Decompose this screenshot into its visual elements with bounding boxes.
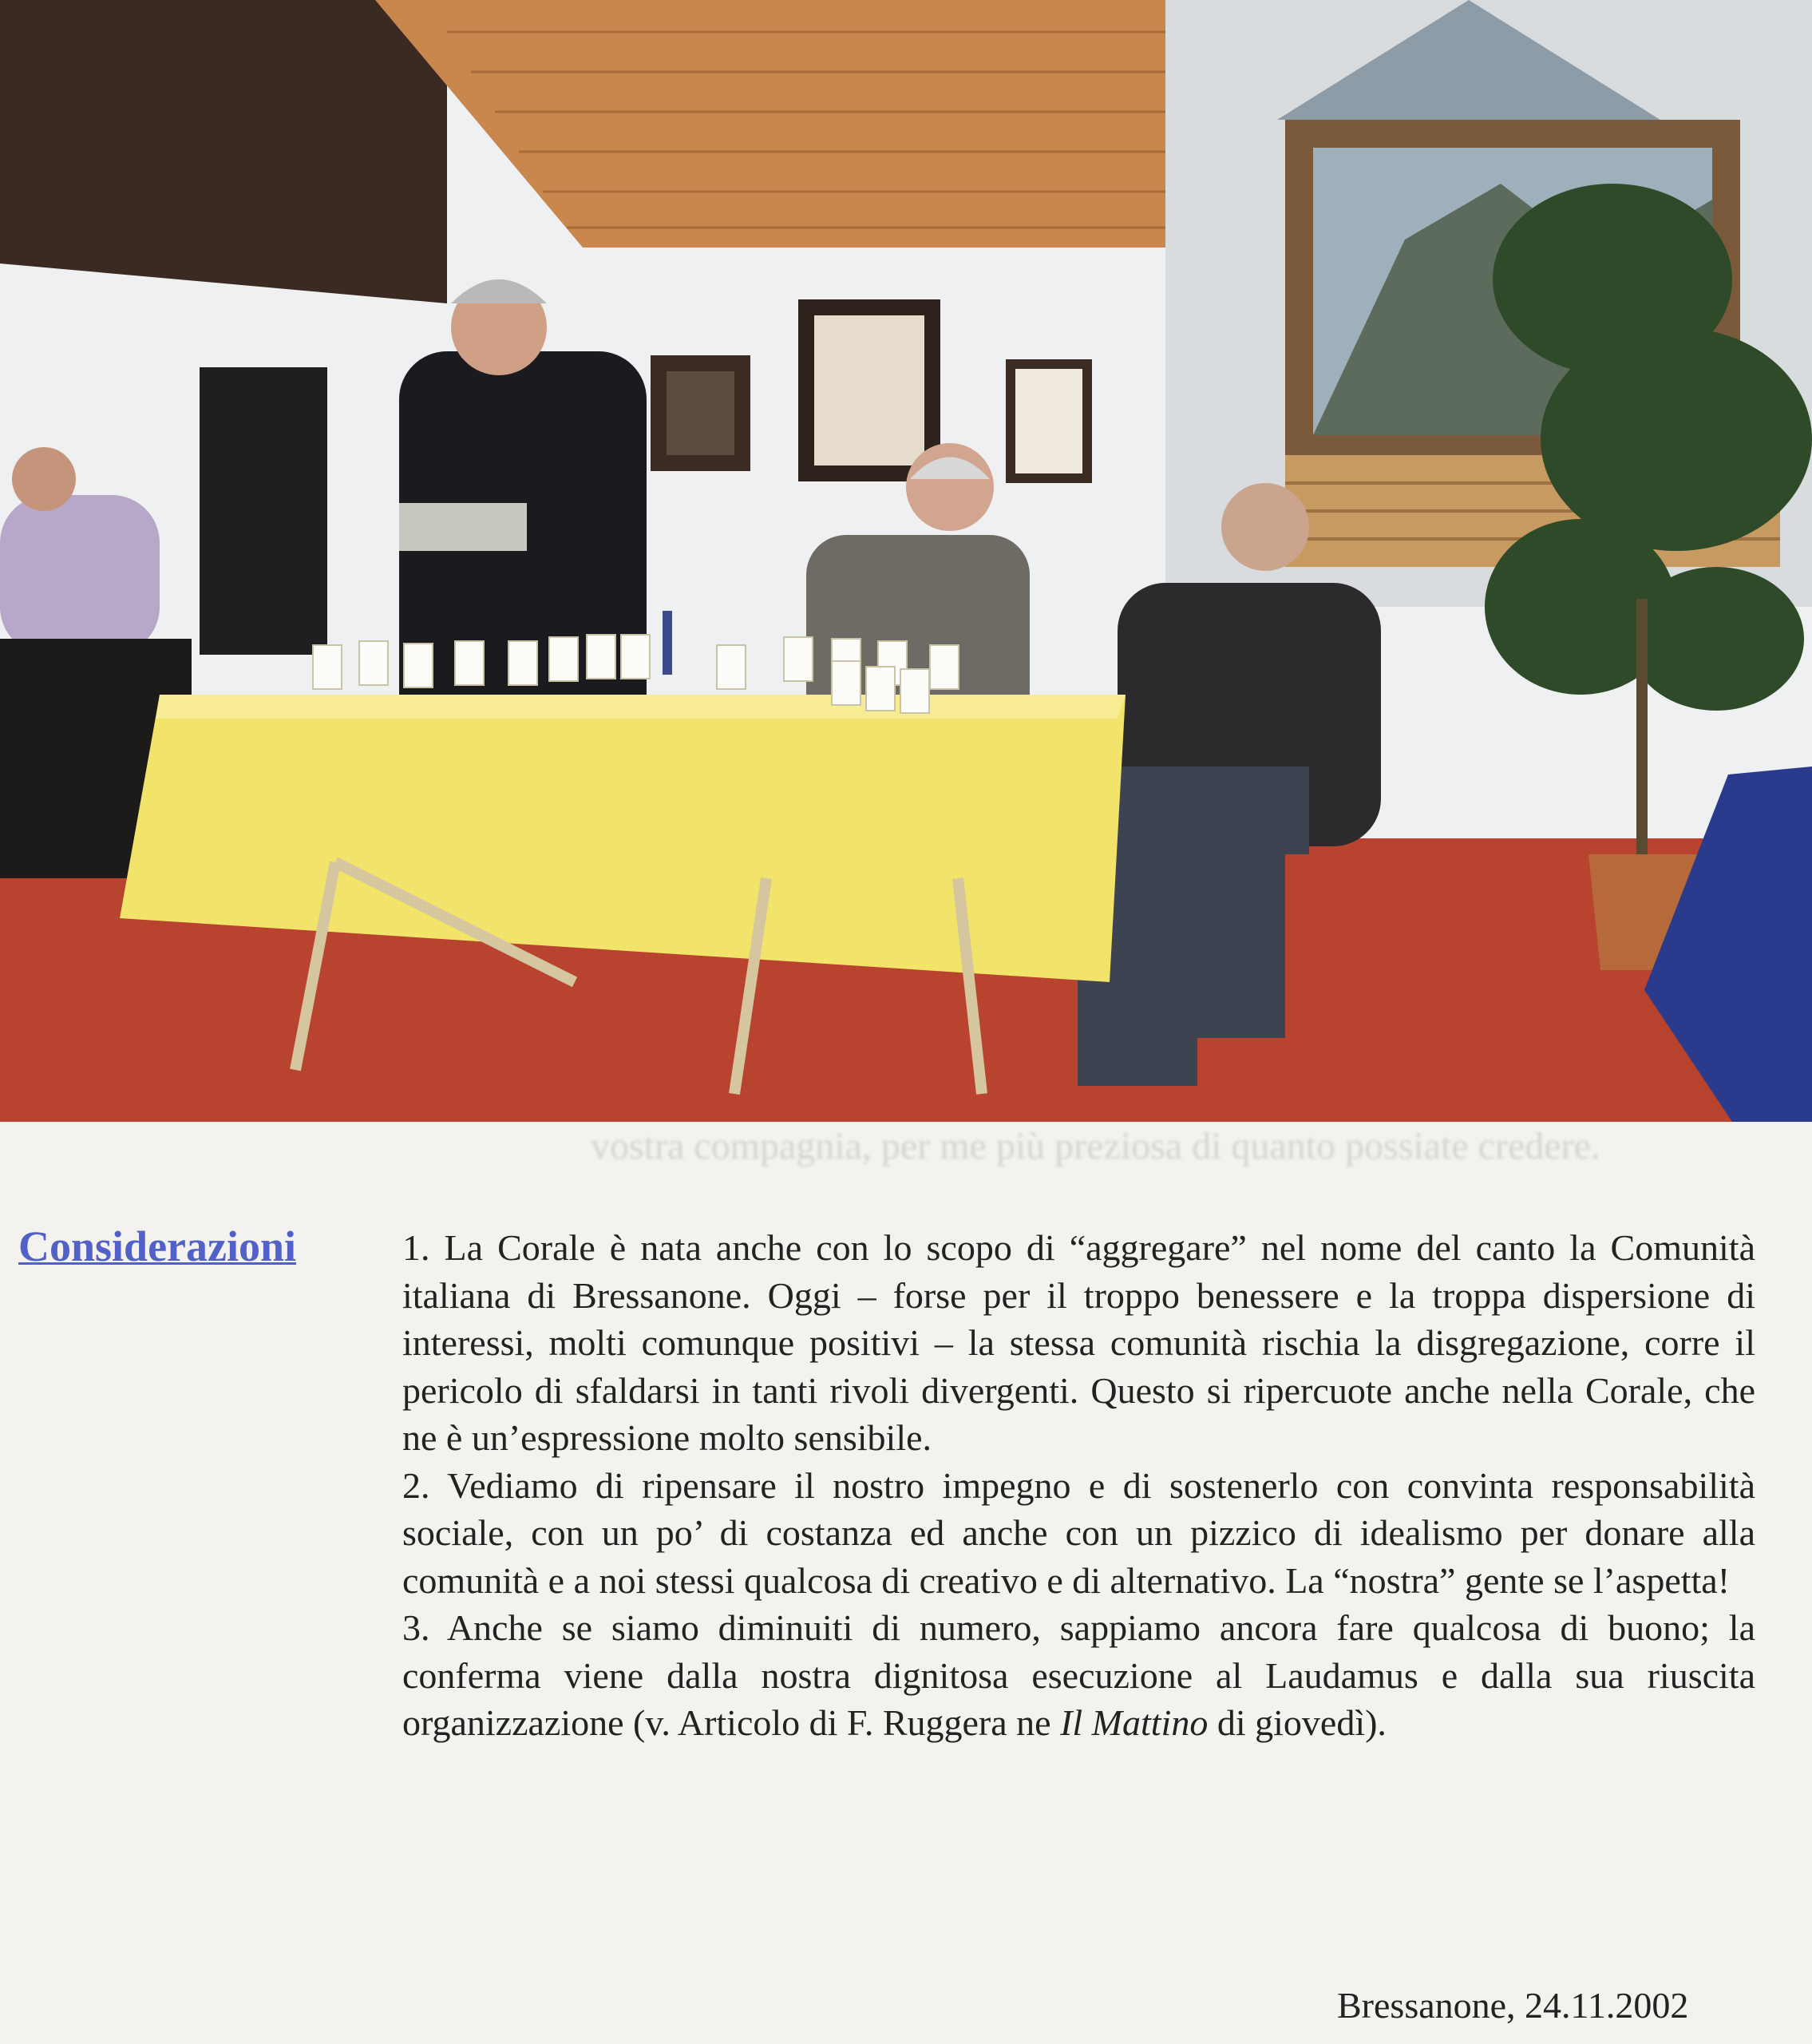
place-date: Bressanone, 24.11.2002: [1337, 1985, 1689, 2026]
consideration-3-tail: di giovedì).: [1208, 1702, 1387, 1743]
consideration-1: 1. La Corale è nata anche con lo scopo di “aggregare” nel nome del canto la Comunità italiana di Bressanone. Oggi – forse per il troppo benessere e la troppa dispersione di interessi, molti comunque positivi – la stessa comunità rischia la disgregazione, corre il pericolo di sfaldarsi in tanti rivoli divergenti. Questo si ripercuote anche nella Corale, che ne è un’espressione molto sensibile.: [402, 1227, 1755, 1458]
consideration-3-text: 3. Anche se siamo diminuiti di numero, sappiamo ancora fare qualcosa di buono; la conferma viene dalla nostra dignitosa esecuzione al Laudamus e dalla sua riuscita organizzazione (v. Articolo di F. Ruggera ne: [402, 1607, 1755, 1743]
considerations-list: [402, 1224, 1755, 1747]
consideration-3: [402, 1604, 1755, 1747]
newspaper-title: Il Mattino: [1060, 1702, 1209, 1743]
section-heading[interactable]: Considerazioni: [18, 1222, 297, 1270]
consideration-2: 2. Vediamo di ripensare il nostro impegno e di sostenerlo con convinta responsabilità sociale, con un po’ di costanza ed anche con un pizzico di idealismo per donare alla comunità e a noi stessi qualcosa di creativo e di alternativo. La “nostra” gente se l’aspetta!: [402, 1464, 1755, 1601]
bleed-through-text: vostra compagnia, per me più preziosa di quanto possiate credere.: [591, 1125, 1600, 1167]
